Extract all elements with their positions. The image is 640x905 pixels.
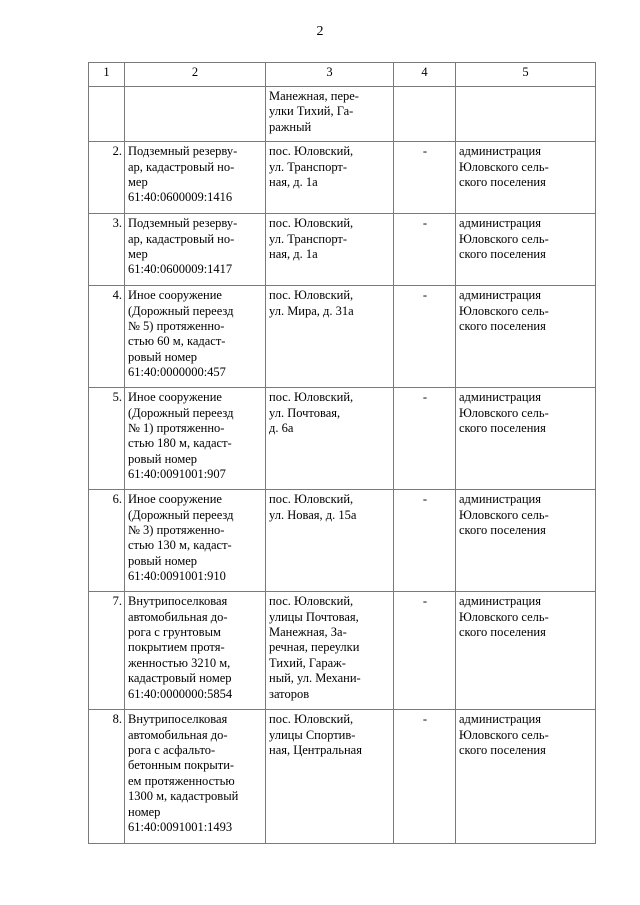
text-line: Иное сооружение — [128, 492, 222, 507]
text-line: ул. Мира, д. 31а — [269, 303, 354, 318]
text-line: № 5) протяженно- — [128, 319, 225, 334]
text-line: Подземный резерву- — [128, 144, 238, 159]
cell-name — [125, 214, 266, 286]
cell-holder — [456, 490, 596, 592]
text-line: рога с грунтовым — [128, 625, 221, 640]
text-line: ул. Новая, д. 15а — [269, 507, 357, 522]
cell-address — [266, 214, 394, 286]
text-line: стью 130 м, кадаст- — [128, 538, 232, 553]
text-line: Тихий, Гараж- — [269, 655, 346, 670]
cell-num: 3. — [89, 214, 125, 286]
text-line: администрация — [459, 492, 541, 507]
cell-holder — [456, 710, 596, 844]
text-line: 61:40:0600009:1416 — [128, 190, 233, 205]
cell-address — [266, 710, 394, 844]
cell-num: 7. — [89, 592, 125, 710]
text-line: ул. Транспорт- — [269, 159, 348, 174]
text-line: пос. Юловский, — [269, 288, 354, 303]
text-line: пос. Юловский, — [269, 216, 354, 231]
header-cell-5: 5 — [456, 63, 596, 87]
cell-num: 2. — [89, 142, 125, 214]
text-line: ар, кадастровый но- — [128, 231, 235, 246]
property-table — [88, 62, 596, 844]
text-line: Юловского сель- — [459, 231, 549, 246]
cell-col4: - — [394, 388, 456, 490]
text-line: улки Тихий, Га- — [269, 104, 354, 119]
text-line: пос. Юловский, — [269, 594, 354, 609]
cell-name — [125, 592, 266, 710]
cell-address — [266, 592, 394, 710]
cell-holder — [456, 592, 596, 710]
text-line: ар, кадастровый но- — [128, 159, 235, 174]
continuation-row — [89, 87, 596, 142]
text-line: администрация — [459, 712, 541, 727]
text-line: администрация — [459, 144, 541, 159]
text-line: улицы Спортив- — [269, 727, 356, 742]
text-line: Юловского сель- — [459, 159, 549, 174]
cell-address — [266, 142, 394, 214]
cell-holder — [456, 286, 596, 388]
text-line: речная, переулки — [269, 640, 360, 655]
cell-holder — [456, 214, 596, 286]
text-line: ражный — [269, 119, 312, 134]
text-line: администрация — [459, 288, 541, 303]
text-line: ул. Почтовая, — [269, 405, 341, 420]
header-cell-2: 2 — [125, 63, 266, 87]
text-line: Внутрипоселковая — [128, 594, 228, 609]
text-line: 61:40:0091001:907 — [128, 467, 226, 482]
text-line: ского поселения — [459, 625, 546, 640]
text-line: ем протяженностью — [128, 773, 235, 788]
text-line: пос. Юловский, — [269, 712, 354, 727]
text-line: ского поселения — [459, 421, 546, 436]
text-line: администрация — [459, 594, 541, 609]
text-line: Манежная, За- — [269, 625, 347, 640]
text-line: Подземный резерву- — [128, 216, 238, 231]
header-cell-1: 1 — [89, 63, 125, 87]
text-line: администрация — [459, 216, 541, 231]
cell-name — [125, 388, 266, 490]
cell-name — [125, 710, 266, 844]
text-line: ского поселения — [459, 743, 546, 758]
cell-name — [125, 490, 266, 592]
text-line: бетонным покрыти- — [128, 758, 235, 773]
text-line: женностью 3210 м, — [128, 655, 231, 670]
text-line: пос. Юловский, — [269, 492, 354, 507]
text-line: Юловского сель- — [459, 405, 549, 420]
cell-address — [266, 490, 394, 592]
cell-col4: - — [394, 214, 456, 286]
text-line: ная, Центральная — [269, 743, 362, 758]
text-line: (Дорожный переезд — [128, 303, 234, 318]
text-line: Иное сооружение — [128, 390, 222, 405]
text-line: ского поселения — [459, 247, 546, 262]
text-line: пос. Юловский, — [269, 144, 354, 159]
cell-name — [125, 286, 266, 388]
text-line: 61:40:0000000:457 — [128, 365, 226, 380]
text-line: № 3) протяженно- — [128, 523, 225, 538]
text-line: ный, ул. Механи- — [269, 671, 361, 686]
text-line: Юловского сель- — [459, 507, 549, 522]
text-line: администрация — [459, 390, 541, 405]
table-header-row — [89, 63, 596, 87]
text-line: Юловского сель- — [459, 303, 549, 318]
cell-col4: - — [394, 490, 456, 592]
text-line: ул. Транспорт- — [269, 231, 348, 246]
text-line: ровый номер — [128, 553, 198, 568]
cell-col4: - — [394, 710, 456, 844]
table-row — [89, 592, 596, 710]
cell-num: 5. — [89, 388, 125, 490]
cell-name — [125, 87, 266, 142]
text-line: 61:40:0000000:5854 — [128, 686, 233, 701]
text-line: ная, д. 1а — [269, 175, 318, 190]
text-line: № 1) протяженно- — [128, 421, 225, 436]
text-line: д. 6а — [269, 421, 294, 436]
text-line: мер — [128, 247, 148, 262]
text-line: мер — [128, 175, 148, 190]
text-line: ровый номер — [128, 451, 198, 466]
text-line: номер — [128, 804, 161, 819]
cell-address — [266, 388, 394, 490]
text-line: Юловского сель- — [459, 727, 549, 742]
table-row — [89, 490, 596, 592]
page-number: 2 — [316, 24, 324, 39]
text-line: Внутрипоселковая — [128, 712, 228, 727]
header-cell-4: 4 — [394, 63, 456, 87]
text-line: 1300 м, кадастровый — [128, 789, 239, 804]
text-line: кадастровый номер — [128, 671, 232, 686]
cell-name — [125, 142, 266, 214]
cell-col4: - — [394, 142, 456, 214]
table-row — [89, 286, 596, 388]
text-line: автомобильная до- — [128, 727, 228, 742]
text-line: 61:40:0091001:910 — [128, 569, 226, 584]
cell-col4: - — [394, 592, 456, 710]
text-line: Манежная, пере- — [269, 89, 359, 103]
cell-holder — [456, 142, 596, 214]
text-line: ная, д. 1а — [269, 247, 318, 262]
text-line: покрытием протя- — [128, 640, 225, 655]
cell-col4 — [394, 87, 456, 142]
text-line: Иное сооружение — [128, 288, 222, 303]
cell-address — [266, 87, 394, 142]
text-line: ского поселения — [459, 523, 546, 538]
text-line: автомобильная до- — [128, 609, 228, 624]
text-line: улицы Почтовая, — [269, 609, 359, 624]
cell-num: 8. — [89, 710, 125, 844]
table-row — [89, 214, 596, 286]
text-line: ского поселения — [459, 319, 546, 334]
cell-num: 4. — [89, 286, 125, 388]
text-line: 61:40:0091001:1493 — [128, 820, 233, 835]
text-line: Юловского сель- — [459, 609, 549, 624]
table-row — [89, 388, 596, 490]
cell-col4: - — [394, 286, 456, 388]
text-line: стью 180 м, кадаст- — [128, 436, 232, 451]
text-line: (Дорожный переезд — [128, 405, 234, 420]
text-line: 61:40:0600009:1417 — [128, 262, 233, 277]
cell-num — [89, 87, 125, 142]
text-line: стью 60 м, кадаст- — [128, 334, 226, 349]
text-line: ровый номер — [128, 349, 198, 364]
text-line: ского поселения — [459, 175, 546, 190]
text-line: (Дорожный переезд — [128, 507, 234, 522]
cell-num: 6. — [89, 490, 125, 592]
text-line: рога с асфальто- — [128, 743, 216, 758]
cell-holder — [456, 87, 596, 142]
cell-holder — [456, 388, 596, 490]
text-line: заторов — [269, 686, 310, 701]
header-cell-3: 3 — [266, 63, 394, 87]
cell-address — [266, 286, 394, 388]
table-row — [89, 142, 596, 214]
text-line: пос. Юловский, — [269, 390, 354, 405]
table-row — [89, 710, 596, 844]
